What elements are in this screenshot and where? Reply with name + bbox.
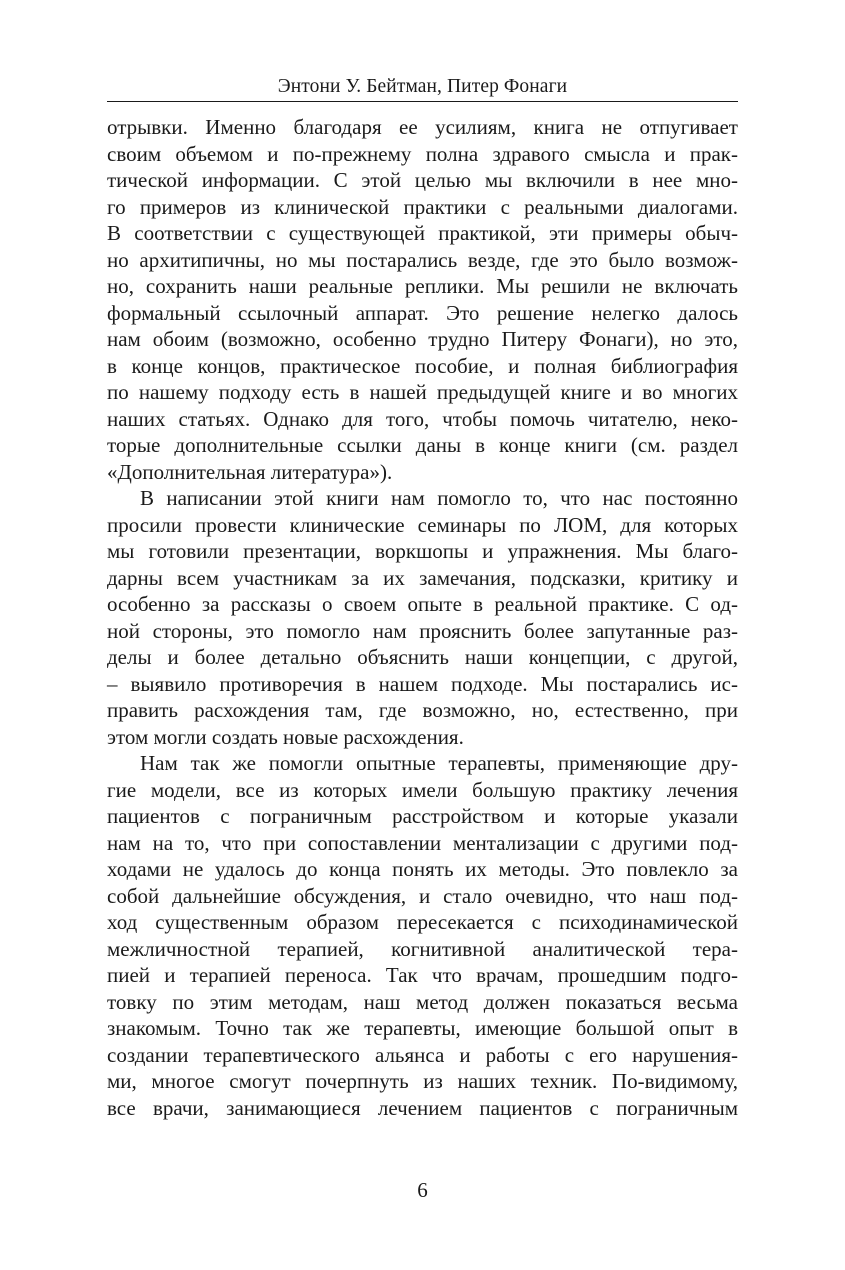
text-line: наших статьях. Однако для того, чтобы помочь читателю, неко- [107, 406, 738, 431]
text-line: создании терапевтического альянса и работы с его нарушения- [107, 1042, 738, 1067]
text-line: но архитипичны, но мы постарались везде, где это было возмож- [107, 247, 738, 272]
body-text [107, 114, 738, 1121]
text-line: ной стороны, это помогло нам прояснить более запутанные раз- [107, 618, 738, 643]
text-line: просили провести клинические семинары по ЛОМ, для которых [107, 512, 738, 537]
text-line: мы готовили презентации, воркшопы и упражнения. Мы благо- [107, 539, 738, 563]
text-line: этом могли создать новые расхождения. [107, 724, 464, 749]
text-line: В написании этой книги нам помогло то, что нас постоянно [140, 486, 738, 510]
text-line: пациентов с пограничным расстройством и которые указали [107, 804, 738, 828]
paragraph [107, 485, 738, 750]
text-line: ми, многое смогут почерпнуть из наших техник. По-видимому, [107, 1069, 738, 1093]
text-line: Нам так же помогли опытные терапевты, применяющие дру- [140, 751, 738, 775]
text-line: ходами не удалось до конца понять их методы. Это повлекло за [107, 857, 738, 881]
text-line: собой дальнейшие обсуждения, и стало очевидно, что наш под- [107, 883, 738, 908]
text-line: межличностной терапией, когнитивной аналитической тера- [107, 936, 738, 961]
text-line: править расхождения там, где возможно, но, естественно, при [107, 698, 738, 722]
text-line: но, сохранить наши реальные реплики. Мы решили не включать [107, 274, 738, 298]
paragraph [107, 750, 738, 1121]
text-line: по нашему подходу есть в нашей предыдущей книге и во многих [107, 380, 738, 404]
text-line: го примеров из клинической практики с реальными диалогами. [107, 194, 738, 219]
text-line: тической информации. С этой целью мы включили в нее мно- [107, 168, 738, 192]
text-line: делы и более детально объяснить наши концепции, с другой, [107, 645, 738, 669]
text-line: товку по этим методам, наш метод должен показаться весьма [107, 989, 738, 1014]
text-line: нам обоим (возможно, особенно трудно Питеру Фонаги), но это, [107, 327, 738, 351]
text-line: все врачи, занимающиеся лечением пациентов с пограничным [107, 1095, 738, 1120]
text-line: знакомым. Точно так же терапевты, имеющие большой опыт в [107, 1016, 738, 1040]
header-rule [107, 101, 738, 102]
text-line: гие модели, все из которых имели большую практику лечения [107, 777, 738, 802]
text-line: формальный ссылочный аппарат. Это решение нелегко далось [107, 300, 738, 325]
running-header: Энтони У. Бейтман, Питер Фонаги [277, 76, 568, 97]
text-line: В соответствии с существующей практикой, эти примеры обыч- [107, 221, 738, 245]
text-line: дарны всем участникам за их замечания, подсказки, критику и [107, 565, 738, 590]
text-line: «Дополнительная литература»). [107, 459, 393, 484]
text-line: ход существенным образом пересекается с психодинамической [107, 910, 738, 934]
text-line: торые дополнительные ссылки даны в конце книги (см. раздел [107, 433, 738, 457]
text-line: отрывки. Именно благодаря ее усилиям, книга не отпугивает [107, 115, 738, 139]
text-line: – выявило противоречия в нашем подходе. Мы постарались ис- [107, 671, 738, 696]
text-line: особенно за рассказы о своем опыте в реальной практике. С од- [107, 592, 738, 616]
text-line: своим объемом и по-прежнему полна здравого смысла и прак- [107, 141, 738, 166]
text-line: в конце концов, практическое пособие, и полная библиография [107, 353, 738, 378]
text-line: нам на то, что при сопоставлении ментализации с другими под- [107, 830, 738, 855]
paragraph [107, 114, 738, 485]
text-line: пией и терапией переноса. Так что врачам, прошедшим подго- [107, 963, 738, 987]
page-number: 6 [417, 1178, 428, 1202]
